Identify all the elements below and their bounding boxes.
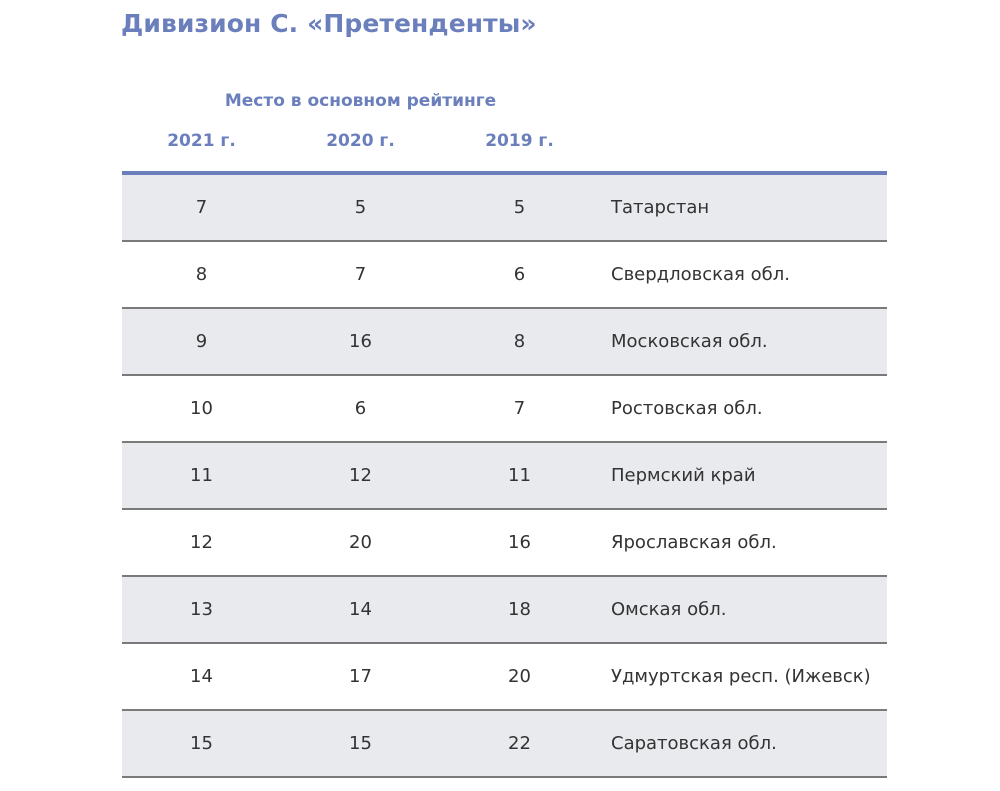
region-name: Омская обл.: [611, 599, 727, 620]
table-row: [122, 175, 887, 242]
region-name: Свердловская обл.: [611, 264, 790, 285]
rank-2020: 15: [349, 733, 372, 754]
rank-2019: 11: [508, 465, 531, 486]
region-name: Татарстан: [611, 197, 710, 218]
region-name: Пермский край: [611, 465, 756, 486]
region-name: Удмуртская респ. (Ижевск): [611, 666, 871, 687]
rank-2020: 14: [349, 599, 372, 620]
table-row: [122, 443, 887, 510]
region-name: Московская обл.: [611, 331, 768, 352]
rank-2019: 5: [513, 197, 526, 218]
rating-table: [122, 171, 887, 778]
table-row: [122, 242, 887, 309]
column-header-2021: 2021 г.: [167, 131, 236, 151]
rank-2021: 15: [190, 733, 213, 754]
table-row: [122, 510, 887, 577]
rank-2021: 7: [195, 197, 208, 218]
rank-2020: 6: [354, 398, 367, 419]
column-header-2019: 2019 г.: [485, 131, 554, 151]
rank-2020: 12: [349, 465, 372, 486]
rank-2021: 13: [190, 599, 213, 620]
rank-2021: 12: [190, 532, 213, 553]
region-name: Ростовская обл.: [611, 398, 763, 419]
rank-2019: 7: [513, 398, 526, 419]
rank-2019: 20: [508, 666, 531, 687]
table-row: [122, 376, 887, 443]
rank-2019: 16: [508, 532, 531, 553]
table-row: [122, 644, 887, 711]
rank-2020: 7: [354, 264, 367, 285]
rank-2021: 9: [195, 331, 208, 352]
page-title: Дивизион C. «Претенденты»: [121, 9, 537, 38]
rank-2019: 6: [513, 264, 526, 285]
column-header-2020: 2020 г.: [326, 131, 395, 151]
rank-2021: 8: [195, 264, 208, 285]
rank-2021: 14: [190, 666, 213, 687]
table-row: [122, 711, 887, 778]
table-row: [122, 577, 887, 644]
rank-2020: 17: [349, 666, 372, 687]
rank-2019: 8: [513, 331, 526, 352]
rank-2020: 16: [349, 331, 372, 352]
region-name: Ярославская обл.: [611, 532, 777, 553]
rank-2021: 10: [190, 398, 213, 419]
region-name: Саратовская обл.: [611, 733, 777, 754]
rank-2021: 11: [190, 465, 213, 486]
rank-2020: 5: [354, 197, 367, 218]
rank-2019: 18: [508, 599, 531, 620]
table-row: [122, 309, 887, 376]
rank-2019: 22: [508, 733, 531, 754]
column-group-header: Место в основном рейтинге: [224, 91, 497, 111]
rank-2020: 20: [349, 532, 372, 553]
